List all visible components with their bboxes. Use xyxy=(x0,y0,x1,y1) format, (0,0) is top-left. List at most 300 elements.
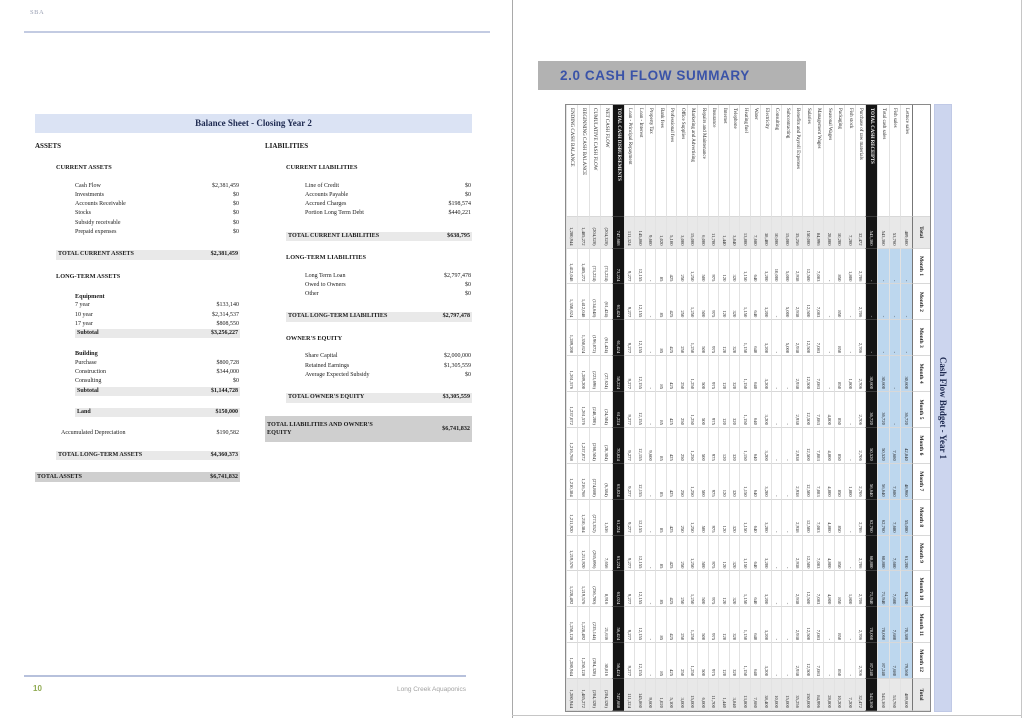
balance-row xyxy=(265,290,472,299)
cell: 145,860 xyxy=(635,217,646,249)
cell: 62,760 xyxy=(866,500,878,536)
row-label: CUMULATIVE CASH FLOW xyxy=(589,105,601,217)
cell: (73,224) xyxy=(589,249,601,285)
cell: 975 xyxy=(708,464,719,500)
cell: 1,150 xyxy=(740,428,751,464)
cell: 85 xyxy=(656,536,667,572)
cell: 320 xyxy=(729,536,740,572)
cell: 3,000 xyxy=(677,217,688,249)
row-label: Repairs and Maintenance xyxy=(698,105,709,217)
cell: 7,680 xyxy=(889,500,901,536)
table-row xyxy=(708,105,719,711)
row-value: $0 xyxy=(233,201,239,208)
row-label: Internet xyxy=(719,105,730,217)
balance-row xyxy=(265,163,472,172)
cell: 12,155 xyxy=(635,428,646,464)
page-right-edge xyxy=(1021,0,1022,718)
cell: 61,424 xyxy=(612,284,624,320)
cell: - xyxy=(866,320,878,356)
balance-row xyxy=(265,200,472,209)
cell: 975 xyxy=(708,536,719,572)
cell: 425 xyxy=(666,464,677,500)
cell: 1,440 xyxy=(719,679,730,711)
cell: - xyxy=(771,392,782,428)
row-label: Consulting xyxy=(75,378,102,385)
row-label: Loan - Principal Repayment xyxy=(624,105,635,217)
cell: 2,938 xyxy=(792,571,803,607)
cell: 71,940 xyxy=(878,571,890,607)
cell: - xyxy=(771,428,782,464)
cell: 1,800 xyxy=(845,464,856,500)
cell: 120 xyxy=(719,356,730,392)
cell: 87,240 xyxy=(866,643,878,679)
cell: 84,996 xyxy=(813,217,824,249)
cell: 250 xyxy=(677,428,688,464)
table-row xyxy=(824,105,835,711)
cell: (6,384) xyxy=(601,464,613,500)
cell: - xyxy=(771,500,782,536)
row-value: $0 xyxy=(465,291,471,298)
cell: 12,500 xyxy=(803,464,814,500)
cell: 55,080 xyxy=(901,500,913,536)
row-label: TOTAL CASH DISBURSEMENTS xyxy=(612,105,624,217)
cell: 425 xyxy=(666,607,677,643)
cash-flow-table-title: Cash Flow Budget - Year 1 xyxy=(934,104,952,712)
cell: 9,277 xyxy=(624,536,635,572)
cell: 640 xyxy=(750,643,761,679)
row-value: $1,144,728 xyxy=(211,387,238,394)
row-label: Owed to Owners xyxy=(305,281,346,288)
cell: 32,472 xyxy=(855,217,866,249)
cell: - xyxy=(901,320,913,356)
cell: 63,024 xyxy=(612,571,624,607)
cell: 975 xyxy=(708,249,719,285)
cell: 850 xyxy=(834,392,845,428)
cell: 7,680 xyxy=(750,217,761,249)
row-label: Consulting xyxy=(771,105,782,217)
cell: 1,350,624 xyxy=(566,284,578,320)
row-value: $2,000,000 xyxy=(444,353,471,360)
balance-row xyxy=(35,472,240,482)
cell: 7,656 xyxy=(601,536,613,572)
row-label: TOTAL OWNER'S EQUITY xyxy=(288,394,365,401)
row-label: Heating fuel xyxy=(740,105,751,217)
cell: 640 xyxy=(750,249,761,285)
cell: 1,485,272 xyxy=(578,217,590,249)
cell: 9,277 xyxy=(624,392,635,428)
cell: 1,250 xyxy=(687,356,698,392)
cell: 7,083 xyxy=(813,284,824,320)
balance-row xyxy=(35,191,240,200)
balance-row xyxy=(35,359,240,368)
cell: 10,200 xyxy=(834,679,845,711)
cell: 5,100 xyxy=(666,679,677,711)
cell: 640 xyxy=(750,607,761,643)
cell: 1,280,944 xyxy=(566,679,578,711)
cell: 1,150 xyxy=(740,536,751,572)
cell: 500 xyxy=(698,320,709,356)
table-row xyxy=(566,105,578,711)
cell: 85 xyxy=(656,571,667,607)
cell: 320 xyxy=(729,320,740,356)
cell: 30,600 xyxy=(901,356,913,392)
cell: 13,800 xyxy=(740,217,751,249)
cell: 3,200 xyxy=(761,392,772,428)
row-label: Portion Long Term Debt xyxy=(305,210,364,217)
cell: 12,155 xyxy=(635,607,646,643)
cell: 250 xyxy=(677,536,688,572)
cell: 640 xyxy=(750,428,761,464)
cell: 425 xyxy=(666,500,677,536)
row-label: Insurance xyxy=(708,105,719,217)
cell: 850 xyxy=(834,643,845,679)
row-label: Salaries xyxy=(803,105,814,217)
cell: 975 xyxy=(708,607,719,643)
cell: 38,400 xyxy=(761,679,772,711)
balance-row xyxy=(265,253,472,262)
cell: 1,150 xyxy=(740,571,751,607)
cell: (73,224) xyxy=(601,249,613,285)
balance-row xyxy=(286,312,472,322)
cell: 640 xyxy=(750,356,761,392)
column-header: Month 2 xyxy=(912,284,930,320)
cell: 12,500 xyxy=(803,643,814,679)
row-label: TOTAL CURRENT ASSETS xyxy=(58,251,134,258)
row-value: $2,314,537 xyxy=(212,311,239,318)
table-row xyxy=(845,105,856,711)
row-label: TOTAL LONG-TERM LIABILITIES xyxy=(288,313,388,320)
cell: 111,324 xyxy=(624,679,635,711)
cell: 7,680 xyxy=(889,571,901,607)
cell: 150,000 xyxy=(803,217,814,249)
cell: - xyxy=(845,536,856,572)
cell: 12,155 xyxy=(635,249,646,285)
cell: 70,824 xyxy=(612,428,624,464)
cell: 1,150 xyxy=(740,356,751,392)
cell: - xyxy=(645,643,656,679)
cell: - xyxy=(845,428,856,464)
cell: 87,240 xyxy=(878,643,890,679)
cell: - xyxy=(782,536,793,572)
row-label: Accounts Receivable xyxy=(75,201,126,208)
cell: 78,060 xyxy=(878,607,890,643)
cell: 9,277 xyxy=(624,643,635,679)
cell: 1,250 xyxy=(687,392,698,428)
cell: 320 xyxy=(729,249,740,285)
balance-row xyxy=(75,408,240,417)
cell: (204,328) xyxy=(589,679,601,711)
cell: 1,250 xyxy=(687,428,698,464)
cell: 3,840 xyxy=(729,679,740,711)
balance-row xyxy=(35,272,240,281)
balance-row xyxy=(35,301,240,310)
cell: 1,210,384 xyxy=(566,464,578,500)
cell: 2,706 xyxy=(855,249,866,285)
row-value: $3,256,227 xyxy=(211,330,238,337)
table-row xyxy=(771,105,782,711)
cell: 9,277 xyxy=(624,249,635,285)
table-row xyxy=(729,105,740,711)
cell: 35,256 xyxy=(792,679,803,711)
cell: 250 xyxy=(677,392,688,428)
row-label: Fish sales xyxy=(889,105,901,217)
cell: 500 xyxy=(698,643,709,679)
cell: 1,150 xyxy=(740,284,751,320)
cell: 9,600 xyxy=(645,679,656,711)
cell: 2,938 xyxy=(792,284,803,320)
cell: 2,938 xyxy=(792,249,803,285)
cell: 30,600 xyxy=(878,356,890,392)
cell: 12,155 xyxy=(635,284,646,320)
cell: 2,706 xyxy=(855,356,866,392)
cell: 12,500 xyxy=(803,249,814,285)
row-label: Electricity xyxy=(761,105,772,217)
cell: 12,155 xyxy=(635,536,646,572)
cell: 85 xyxy=(656,643,667,679)
cell: 15,000 xyxy=(782,217,793,249)
cell: 425 xyxy=(666,428,677,464)
cell: 975 xyxy=(708,643,719,679)
section-banner: 2.0 CASH FLOW SUMMARY xyxy=(538,61,806,90)
cell: 6,000 xyxy=(698,217,709,249)
cell: - xyxy=(771,320,782,356)
cell: 250 xyxy=(677,500,688,536)
cell: 7,680 xyxy=(889,643,901,679)
balance-row xyxy=(286,393,472,403)
cell: (61,424) xyxy=(601,284,613,320)
cell: (248,200) xyxy=(589,392,601,428)
cell: 111,324 xyxy=(624,217,635,249)
cell: 850 xyxy=(834,607,845,643)
cell: - xyxy=(845,320,856,356)
row-label: TOTAL CURRENT LIABILITIES xyxy=(288,232,380,239)
cell: 3,200 xyxy=(761,428,772,464)
cell: 12,155 xyxy=(635,320,646,356)
cell: 1,261,576 xyxy=(566,356,578,392)
table-row xyxy=(889,105,901,711)
cell: 61,224 xyxy=(612,392,624,428)
column-header: Month 7 xyxy=(912,464,930,500)
row-label: Professional fees xyxy=(666,105,677,217)
cell: 120 xyxy=(719,320,730,356)
cell: 500 xyxy=(698,356,709,392)
cell: - xyxy=(645,464,656,500)
table-row xyxy=(878,105,890,711)
column-header: Total xyxy=(912,679,930,711)
cell: 56,424 xyxy=(612,607,624,643)
cell: 12,155 xyxy=(635,571,646,607)
cell: 70,380 xyxy=(901,607,913,643)
row-label: Accounts Payable xyxy=(305,191,349,198)
cell: (235,144) xyxy=(589,607,601,643)
cell: - xyxy=(866,249,878,285)
cell: 1,237,072 xyxy=(578,428,590,464)
cell: 85 xyxy=(656,464,667,500)
cell: - xyxy=(782,356,793,392)
row-label: OWNER'S EQUITY xyxy=(286,334,343,342)
cell: 1,150 xyxy=(740,249,751,285)
cell: 12,500 xyxy=(803,284,814,320)
cell: - xyxy=(824,356,835,392)
row-label: LONG-TERM ASSETS xyxy=(56,272,121,280)
cell: 1,261,576 xyxy=(578,392,590,428)
row-label: Lettuce sales xyxy=(901,105,913,217)
cell: 425 xyxy=(666,356,677,392)
cell: 975 xyxy=(708,500,719,536)
cell: 63,024 xyxy=(612,464,624,500)
row-label: Benefits and Payroll Expenses xyxy=(792,105,803,217)
cell: 500 xyxy=(698,536,709,572)
column-header: Month 3 xyxy=(912,320,930,356)
cell: 320 xyxy=(729,284,740,320)
cell: 2,706 xyxy=(855,284,866,320)
cell: 1,150 xyxy=(740,320,751,356)
balance-row xyxy=(265,416,472,442)
cell: 9,277 xyxy=(624,500,635,536)
cell: 250 xyxy=(677,464,688,500)
cell: 12,500 xyxy=(803,500,814,536)
cell: 500 xyxy=(698,571,709,607)
row-label: Average Expected Subsidy xyxy=(305,371,370,378)
cell: 1,250 xyxy=(687,500,698,536)
cell: 1,250 xyxy=(687,536,698,572)
cell: - xyxy=(782,428,793,464)
row-label: Land xyxy=(77,408,91,415)
cell: 1,800 xyxy=(845,571,856,607)
cell: - xyxy=(645,607,656,643)
cell: 13,800 xyxy=(740,679,751,711)
row-value: $2,797,478 xyxy=(444,272,471,279)
cell: 425 xyxy=(666,392,677,428)
cell: 12,155 xyxy=(635,392,646,428)
table-row xyxy=(803,105,814,711)
cell: 53,760 xyxy=(889,679,901,711)
cell: 12,500 xyxy=(803,356,814,392)
cell: (204,328) xyxy=(589,217,601,249)
cell: 2,706 xyxy=(855,500,866,536)
cell: 85 xyxy=(656,500,667,536)
row-label: Packaging xyxy=(834,105,845,217)
liabilities-column xyxy=(265,142,472,442)
cell: 850 xyxy=(834,428,845,464)
cell: 250 xyxy=(677,320,688,356)
cell: 7,083 xyxy=(813,428,824,464)
cell: 2,706 xyxy=(855,536,866,572)
cell: 1,412,048 xyxy=(578,284,590,320)
cell: 28,800 xyxy=(824,679,835,711)
row-label: Cash Flow xyxy=(75,182,101,189)
cell: 640 xyxy=(750,464,761,500)
cell: - xyxy=(845,392,856,428)
cell: 500 xyxy=(698,464,709,500)
cell: 9,277 xyxy=(624,607,635,643)
balance-row xyxy=(265,371,472,380)
balance-row xyxy=(75,329,240,338)
cell: 1,289,200 xyxy=(566,320,578,356)
cell: 500 xyxy=(698,428,709,464)
balance-row xyxy=(265,281,472,290)
cell: 120 xyxy=(719,464,730,500)
cell: 10,000 xyxy=(771,217,782,249)
cell: 85 xyxy=(656,320,667,356)
cell: 78,060 xyxy=(866,607,878,643)
cell: 1,150 xyxy=(740,392,751,428)
cell: 64,260 xyxy=(901,571,913,607)
cell: 7,200 xyxy=(845,679,856,711)
cell: 61,424 xyxy=(612,320,624,356)
cell: 2,706 xyxy=(855,571,866,607)
cell: 250 xyxy=(677,607,688,643)
cell: 425 xyxy=(666,536,677,572)
cell: 747,688 xyxy=(612,679,624,711)
cell: 28,800 xyxy=(824,217,835,249)
cell: 850 xyxy=(834,571,845,607)
cell: 975 xyxy=(708,284,719,320)
column-header: Month 6 xyxy=(912,428,930,464)
column-header: Month 12 xyxy=(912,643,930,679)
cell: - xyxy=(771,284,782,320)
cell: - xyxy=(901,284,913,320)
cell: 15,000 xyxy=(687,679,698,711)
cell: 975 xyxy=(708,571,719,607)
cell: 850 xyxy=(834,536,845,572)
cell: 425 xyxy=(666,320,677,356)
cell: 4,800 xyxy=(824,428,835,464)
cell: 9,277 xyxy=(624,320,635,356)
cell: 1,150 xyxy=(740,500,751,536)
balance-row xyxy=(35,429,240,438)
cell: 36,720 xyxy=(866,392,878,428)
cell: (268,504) xyxy=(589,428,601,464)
cell: 640 xyxy=(750,571,761,607)
cell: 7,200 xyxy=(845,217,856,249)
cell: (265,696) xyxy=(589,536,601,572)
cell: 2,706 xyxy=(855,320,866,356)
cell: 85 xyxy=(656,392,667,428)
table-row xyxy=(666,105,677,711)
cell: 15,000 xyxy=(782,679,793,711)
cell: 12,500 xyxy=(803,320,814,356)
cell: 120 xyxy=(719,249,730,285)
balance-row xyxy=(265,334,472,343)
row-label: Property Tax xyxy=(645,105,656,217)
cell: 640 xyxy=(750,284,761,320)
row-label: Long Term Loan xyxy=(305,272,346,279)
cell: 2,938 xyxy=(792,500,803,536)
row-value: $2,381,459 xyxy=(210,251,238,258)
balance-row xyxy=(265,272,472,281)
row-value: $638,795 xyxy=(447,232,470,239)
cell: 10,000 xyxy=(771,249,782,285)
row-label: LIABILITIES xyxy=(265,142,309,150)
cell: (256,780) xyxy=(589,571,601,607)
row-label: Building xyxy=(75,350,98,358)
table-row xyxy=(782,105,793,711)
row-value: $0 xyxy=(233,191,239,198)
column-header: Month 1 xyxy=(912,249,930,285)
row-value: $0 xyxy=(465,281,471,288)
cell: 120 xyxy=(719,571,730,607)
cell: 543,360 xyxy=(866,217,878,249)
cell: - xyxy=(824,643,835,679)
cell: 32,472 xyxy=(855,679,866,711)
cell: 50,520 xyxy=(878,428,890,464)
cell: 3,200 xyxy=(761,643,772,679)
row-label: Stocks xyxy=(75,210,92,217)
balance-row xyxy=(35,228,240,237)
cell: - xyxy=(645,284,656,320)
cell: 1,211,920 xyxy=(578,536,590,572)
